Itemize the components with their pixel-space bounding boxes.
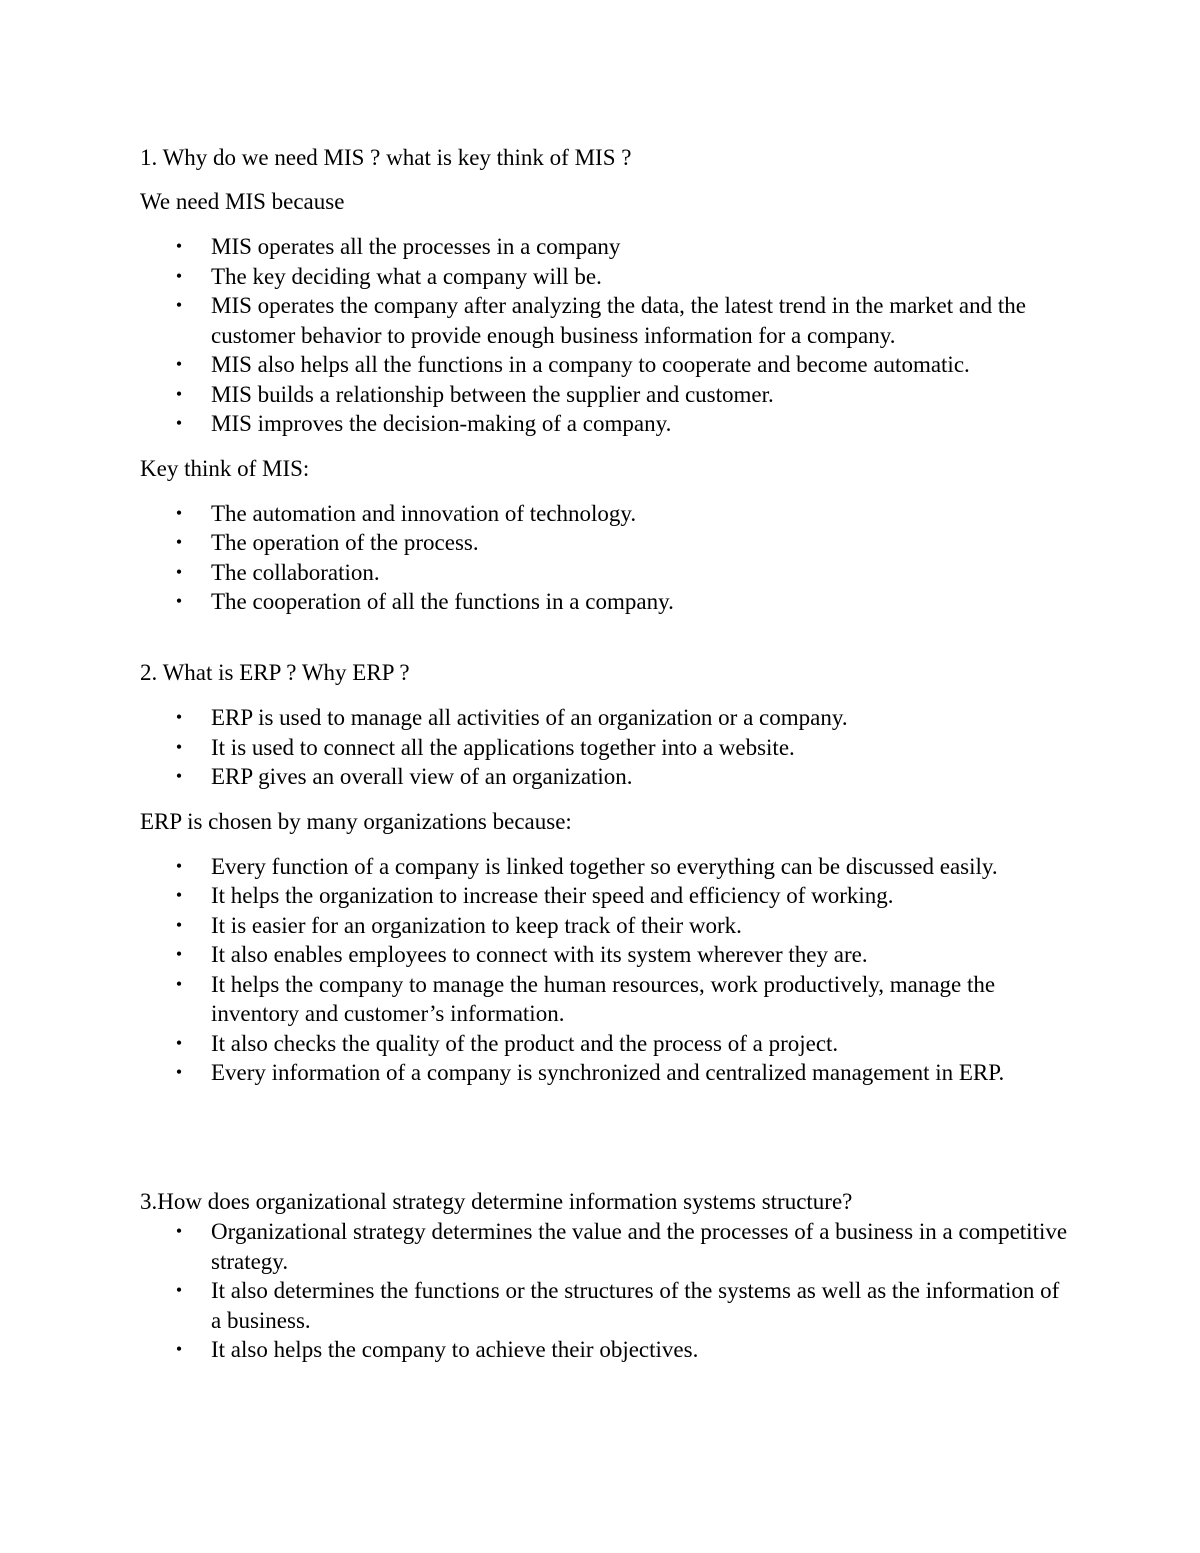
list-item-text: The operation of the process. (211, 530, 479, 555)
list-item (140, 703, 1070, 733)
bullet-icon: • (175, 413, 183, 433)
list-item-text: It also helps the company to achieve their objectives. (211, 1337, 699, 1362)
bullet-icon: • (175, 354, 183, 374)
bullet-icon: • (175, 1339, 183, 1359)
section-intro: Key think of MIS: (140, 455, 310, 481)
list-item (140, 733, 1070, 763)
bullet-icon: • (175, 736, 183, 757)
bullet-icon: • (175, 265, 183, 286)
bullet-icon: • (175, 885, 183, 905)
bullet-list (140, 703, 1070, 792)
list-item (140, 970, 1070, 1029)
list-item-text: MIS improves the decision-making of a company. (211, 411, 672, 436)
bullet-icon: • (175, 295, 183, 315)
list-item (140, 940, 1070, 970)
section-heading: 2. What is ERP ? Why ERP ? (140, 660, 410, 685)
list-item (140, 380, 1070, 410)
list-item-text: The automation and innovation of technology. (211, 500, 637, 526)
list-item-text: The collaboration. (211, 559, 380, 585)
list-item (140, 558, 1070, 588)
bullet-icon: • (175, 1032, 183, 1053)
list-item (140, 499, 1070, 529)
list-item-text: It also enables employees to connect with its system wherever they are. (211, 942, 868, 967)
bullet-icon: • (175, 855, 183, 876)
list-item (140, 528, 1070, 558)
list-item (140, 1058, 1070, 1088)
list-item-text: MIS builds a relationship between the supplier and customer. (211, 381, 774, 407)
list-item (140, 881, 1070, 911)
list-item-text: It also determines the functions or the structures of the systems as well as the information of a business. (211, 1278, 1060, 1333)
list-item (140, 1029, 1070, 1059)
bullet-icon: • (175, 561, 183, 582)
list-item-text: MIS also helps all the functions in a company to cooperate and become automatic. (211, 352, 970, 377)
list-item (140, 852, 1070, 882)
list-item (140, 587, 1070, 617)
bullet-icon: • (175, 973, 183, 994)
bullet-icon: • (175, 1062, 183, 1082)
bullet-icon: • (175, 1221, 183, 1241)
bullet-icon: • (175, 591, 183, 611)
list-item-text: It also checks the quality of the product and the process of a project. (211, 1030, 839, 1056)
list-item-text: ERP gives an overall view of an organization. (211, 764, 633, 789)
list-item (140, 291, 1070, 350)
bullet-list (140, 1217, 1070, 1365)
list-item-text: Every function of a company is linked together so everything can be discussed easily. (211, 853, 998, 879)
list-item-text: It is used to connect all the applications together into a website. (211, 734, 795, 760)
list-item-text: It helps the organization to increase their speed and efficiency of working. (211, 883, 894, 908)
list-item-text: It helps the company to manage the human resources, work productively, manage the inventory and customer’s information. (211, 971, 996, 1026)
list-item (140, 262, 1070, 292)
list-item (140, 232, 1070, 262)
section-heading: 1. Why do we need MIS ? what is key think of MIS ? (140, 145, 632, 170)
section-strategy (140, 1187, 1070, 1365)
list-item (140, 1276, 1070, 1335)
list-item (140, 409, 1070, 439)
list-item-text: ERP is used to manage all activities of an organization or a company. (211, 705, 848, 730)
section-intro: ERP is chosen by many organizations because: (140, 808, 572, 834)
list-item-text: MIS operates the company after analyzing the data, the latest trend in the market and the customer behavior to provide enough business information for a company. (211, 293, 1026, 348)
list-item-text: It is easier for an organization to keep track of their work. (211, 912, 742, 938)
bullet-icon: • (175, 532, 183, 552)
bullet-icon: • (175, 383, 183, 404)
bullet-icon: • (175, 502, 183, 523)
bullet-icon: • (175, 707, 183, 727)
section-heading: 3.How does organizational strategy determine information systems structure? (140, 1189, 853, 1214)
section-mis (140, 143, 1070, 617)
bullet-icon: • (175, 236, 183, 256)
bullet-icon: • (175, 1280, 183, 1300)
section-intro: We need MIS because (140, 189, 345, 214)
list-item-text: Every information of a company is synchronized and centralized management in ERP. (211, 1060, 1005, 1085)
list-item-text: MIS operates all the processes in a company (211, 234, 621, 259)
bullet-list (140, 852, 1070, 1088)
bullet-icon: • (175, 944, 183, 964)
list-item (140, 1335, 1070, 1365)
bullet-list (140, 499, 1070, 617)
list-item-text: The key deciding what a company will be. (211, 263, 602, 289)
list-item (140, 350, 1070, 380)
list-item (140, 762, 1070, 792)
bullet-icon: • (175, 766, 183, 786)
bullet-icon: • (175, 914, 183, 935)
bullet-list (140, 232, 1070, 439)
section-erp (140, 658, 1070, 1088)
list-item (140, 911, 1070, 941)
list-item (140, 1217, 1070, 1276)
list-item-text: Organizational strategy determines the value and the processes of a business in a competitive strategy. (211, 1219, 1068, 1274)
list-item-text: The cooperation of all the functions in a company. (211, 589, 674, 614)
